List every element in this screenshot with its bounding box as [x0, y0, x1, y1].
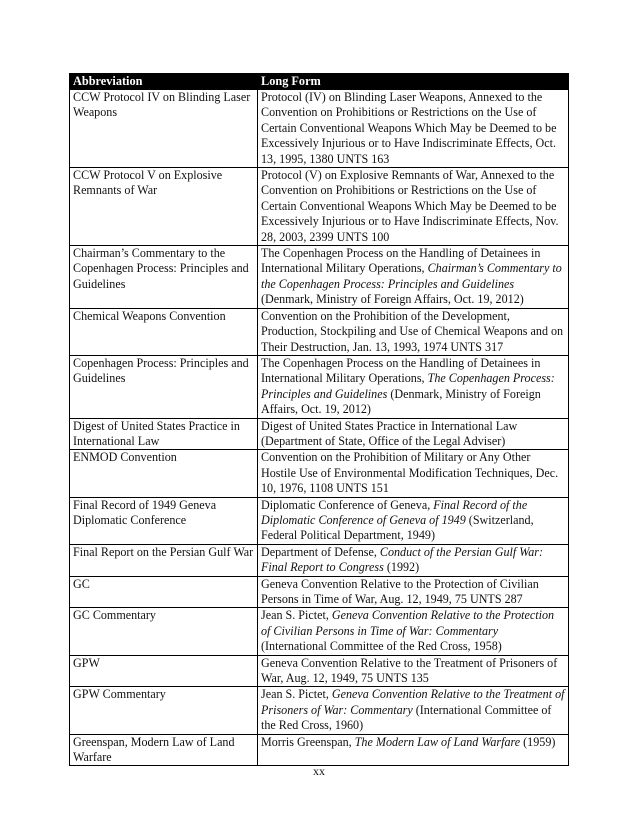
header-abbreviation: Abbreviation [70, 74, 258, 90]
abbreviation-cell: Greenspan, Modern Law of Land Warfare [70, 734, 258, 766]
long-form-title-italic: The Modern Law of Land Warfare [354, 734, 521, 749]
header-row [70, 74, 569, 90]
abbreviation-cell: GC Commentary [70, 608, 258, 655]
table-row [70, 734, 569, 766]
table-row [70, 576, 569, 608]
long-form-cell [258, 687, 569, 734]
table-body [70, 90, 569, 766]
abbreviation-cell: Chemical Weapons Convention [70, 308, 258, 355]
long-form-text: (Switzerland, Federal Political Department, 1949) [261, 512, 534, 543]
abbreviation-cell: CCW Protocol IV on Blinding Laser Weapons [70, 90, 258, 168]
header-long-form: Long Form [258, 74, 569, 90]
long-form-text: Convention on the Prohibition of the Development, Production, Stockpiling and Use of Chemical Weapons and on Their Destruction, Jan. 13, 1993, 1974 UNTS 317 [261, 308, 564, 354]
abbreviation-cell: GPW Commentary [70, 687, 258, 734]
abbreviation-cell: Chairman’s Commentary to the Copenhagen Process: Principles and Guidelines [70, 246, 258, 309]
abbreviation-cell: Final Record of 1949 Geneva Diplomatic Conference [70, 497, 258, 544]
long-form-text: Department of Defense, [261, 544, 380, 559]
long-form-cell [258, 576, 569, 608]
table-row [70, 497, 569, 544]
abbreviation-cell: Digest of United States Practice in International Law [70, 418, 258, 450]
long-form-text: (1959) [520, 734, 556, 749]
abbreviation-cell: CCW Protocol V on Explosive Remnants of War [70, 168, 258, 246]
long-form-text: Morris Greenspan, [261, 734, 355, 749]
abbreviations-table-container [69, 73, 568, 766]
long-form-text: (Denmark, Ministry of Foreign Affairs, Oct. 19, 2012) [261, 386, 541, 417]
long-form-title-italic: Conduct of the Persian Gulf War: Final Report to Congress [261, 544, 544, 575]
long-form-cell [258, 246, 569, 309]
long-form-title-italic: The Copenhagen Process: Principles and Guidelines [261, 371, 555, 401]
abbreviation-cell: GC [70, 576, 258, 608]
long-form-text: (International Committee of the Red Cross, 1958) [261, 639, 502, 654]
long-form-text: Geneva Convention Relative to the Protection of Civilian Persons in Time of War, Aug. 12, 1949, 75 UNTS 287 [261, 576, 539, 606]
long-form-text: The Copenhagen Process on the Handling of Detainees in International Military Operations, [261, 355, 541, 386]
long-form-text: Protocol (V) on Explosive Remnants of War, Annexed to the Convention on Prohibitions or Restrictions on the Use of Certain Conventional Weapons Which May be Deemed to be Excessively Injurious or to Have Indiscriminate Effects, Nov. 28, 2003, 2399 UNTS 100 [261, 168, 559, 244]
table-row [70, 90, 569, 168]
long-form-title-italic: Chairman’s Commentary to the Copenhagen Process: Principles and Guidelines [261, 261, 562, 291]
long-form-cell [258, 418, 569, 450]
long-form-text: Digest of United States Practice in International Law (Department of State, Office of the Legal Adviser) [261, 418, 518, 448]
table-row [70, 450, 569, 497]
long-form-cell [258, 355, 569, 418]
long-form-cell [258, 544, 569, 576]
long-form-cell [258, 450, 569, 497]
long-form-title-italic: Final Record of the Diplomatic Conference of Geneva of 1949 [261, 497, 528, 527]
long-form-cell [258, 608, 569, 655]
table-row [70, 168, 569, 246]
long-form-cell [258, 308, 569, 355]
table-row [70, 544, 569, 576]
long-form-title-italic: Geneva Convention Relative to the Treatment of Prisoners of War: Commentary [261, 687, 565, 717]
long-form-text: Diplomatic Conference of Geneva, [261, 497, 434, 512]
long-form-text: The Copenhagen Process on the Handling of Detainees in International Military Operations, [261, 246, 541, 276]
table-header [70, 74, 569, 90]
abbreviations-table [69, 73, 569, 766]
table-row [70, 418, 569, 450]
abbreviation-cell: ENMOD Convention [70, 450, 258, 497]
abbreviation-cell: Final Report on the Persian Gulf War [70, 544, 258, 576]
abbreviation-cell: GPW [70, 655, 258, 687]
table-row [70, 355, 569, 418]
page-number: xx [313, 764, 325, 778]
long-form-text: (1992) [383, 560, 420, 575]
table-row [70, 308, 569, 355]
long-form-cell [258, 655, 569, 687]
long-form-text: Geneva Convention Relative to the Treatment of Prisoners of War, Aug. 12, 1949, 75 UNTS 135 [261, 655, 558, 686]
long-form-cell [258, 497, 569, 544]
long-form-text: (International Committee of the Red Cross, 1960) [261, 702, 552, 733]
long-form-text: Jean S. Pictet, [261, 687, 332, 702]
table-row [70, 655, 569, 687]
abbreviation-cell: Copenhagen Process: Principles and Guidelines [70, 355, 258, 418]
long-form-cell [258, 90, 569, 168]
long-form-title-italic: Geneva Convention Relative to the Protection of Civilian Persons in Time of War: Commentary [261, 608, 555, 638]
long-form-text: Convention on the Prohibition of Military or Any Other Hostile Use of Environmental Modification Techniques, Dec. 10, 1976, 1108 UNTS 151 [261, 450, 559, 496]
long-form-text: Protocol (IV) on Blinding Laser Weapons, Annexed to the Convention on Prohibitions or Restrictions on the Use of Certain Conventional Weapons Which May be Deemed to be Excessively Injurious or to Have Indiscriminate Effects, Oct. 13, 1995, 1380 UNTS 163 [261, 90, 557, 166]
table-row [70, 246, 569, 309]
long-form-text: (Denmark, Ministry of Foreign Affairs, Oct. 19, 2012) [261, 292, 524, 307]
table-row [70, 687, 569, 734]
table-row [70, 608, 569, 655]
long-form-cell [258, 168, 569, 246]
long-form-text: Jean S. Pictet, [261, 608, 332, 623]
long-form-cell [258, 734, 569, 766]
